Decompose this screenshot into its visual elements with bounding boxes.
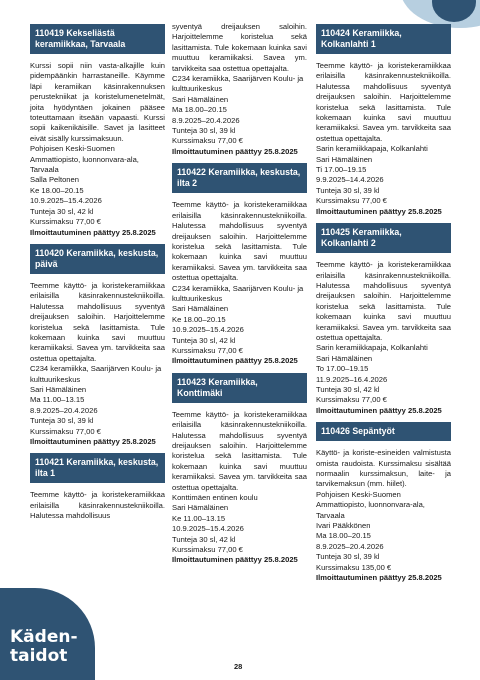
course-teacher: Sari Hämäläinen xyxy=(172,503,229,513)
course-hours: Tunteja 30 sl, 42 kl xyxy=(172,534,236,544)
course-hours: Tunteja 30 sl, 42 kl xyxy=(30,206,94,216)
course-dates: 10.9.2025–15.4.2026 xyxy=(172,524,244,534)
course-deadline: Ilmoittautuminen päättyy 25.8.2025 xyxy=(30,437,156,446)
course-deadline: Ilmoittautuminen päättyy 25.8.2025 xyxy=(172,146,298,156)
course-time: Ti 17.00–19.15 xyxy=(316,165,367,175)
course-description: Teemme käyttö- ja koristekeramiikkaa erilaisilla käsinrakennustekniikoilla. Halutessa mahdollisuus syventyä dreijauksen saloihin. Harjoittelemme koristelua sekä lasittamista. Tule kokemaan kuinka savi muuttuu keramiikaksi. Savea ym. tarvikkeita saa ostettua opettajalta. xyxy=(316,260,451,342)
course-hours: Tunteja 30 sl, 39 kl xyxy=(172,126,236,136)
course-fee: Kurssimaksu 77,00 € xyxy=(172,545,243,555)
course-dates: 10.9.2025–15.4.2026 xyxy=(30,196,102,206)
course-description: syventyä dreijauksen saloihin. Harjoittelemme koristelua sekä lasittamista. Tule kokemaan kuinka savi muuttuu keramiikaksi. Savea ym. tarvikkeita saa ostettua opettajalta. xyxy=(172,22,307,73)
course-deadline: Ilmoittautuminen päättyy 25.8.2025 xyxy=(30,227,156,237)
course-teacher: Ivari Pääkkönen xyxy=(316,521,371,531)
course-deadline: Ilmoittautuminen päättyy 25.8.2025 xyxy=(172,356,298,366)
course-place: Sarin keramiikkapaja, Kolkanlahti xyxy=(316,343,428,353)
course-description: Käyttö- ja koriste-esineiden valmistusta omista raudoista. Kurssimaksu sisältää normaalin kurssimaksun, laite- ja tarvikemaksun (mm. hiilet). xyxy=(316,448,451,489)
course-fee: Kurssimaksu 135,00 € xyxy=(316,562,392,572)
course-title: 110422 Keramiikka, keskusta, ilta 2 xyxy=(172,163,307,193)
course-title: 110423 Keramiikka, Konttimäki xyxy=(172,373,307,403)
course-place: C234 keramiikka, Saarijärven Koulu- ja kulttuurikeskus xyxy=(172,74,304,94)
course-title: 110425 Keramiikka, Kolkanlahti 2 xyxy=(316,223,451,253)
course-title: 110420 Keramiikka, keskusta, päivä xyxy=(30,244,165,274)
course-title: 110419 Kekseliästä keramiikkaa, Tarvaala xyxy=(30,24,165,54)
course-place: Konttimäen entinen koulu xyxy=(172,493,258,503)
course-fee: Kurssimaksu 77,00 € xyxy=(30,217,101,227)
course-hours: Tunteja 30 sl, 39 kl xyxy=(316,185,380,195)
course-hours: Tunteja 30 sl, 39 kl xyxy=(316,552,380,562)
course-110419 xyxy=(30,24,165,238)
course-title: 110421 Keramiikka, keskusta, ilta 1 xyxy=(30,453,165,483)
course-time: Ke 18.00–20.15 xyxy=(30,185,84,195)
course-hours: Tunteja 30 sl, 42 kl xyxy=(316,384,380,394)
course-dates: 9.9.2025–14.4.2026 xyxy=(316,175,384,185)
course-hours: Tunteja 30 sl, 39 kl xyxy=(30,416,94,426)
course-110420 xyxy=(30,244,165,448)
course-place: C234 keramiikka, Saarijärven Koulu- ja kulttuurikeskus xyxy=(172,283,304,303)
course-place: C234 keramiikka, Saarijärven Koulu- ja kulttuurikeskus xyxy=(30,364,162,384)
course-teacher: Sari Hämäläinen xyxy=(30,384,87,394)
course-dates: 10.9.2025–15.4.2026 xyxy=(172,325,244,335)
course-description: Teemme käyttö- ja koristekeramiikkaa erilaisilla käsinrakennustekniikoilla. Halutessa mahdollisuus syventyä dreijauksen saloihin. Harjoittelemme koristelua sekä lasittamista. Tule kokemaan kuinka savi muuttuu keramiikaksi. Savea ym. tarvikkeita saa ostettua opettajalta. xyxy=(316,61,451,143)
course-fee: Kurssimaksu 77,00 € xyxy=(30,426,101,436)
course-title: 110424 Keramiikka, Kolkanlahti 1 xyxy=(316,24,451,54)
course-110426 xyxy=(316,422,451,583)
course-dates: 8.9.2025–20.4.2026 xyxy=(316,541,384,551)
course-dates: 8.9.2025–20.4.2026 xyxy=(30,405,98,415)
course-110422 xyxy=(172,163,307,367)
column-1 xyxy=(30,24,165,528)
course-time: To 17.00–19.15 xyxy=(316,364,369,374)
page-number: 28 xyxy=(234,662,243,671)
column-2 xyxy=(172,22,307,572)
course-time: Ma 11.00–13.15 xyxy=(30,395,85,405)
course-110423 xyxy=(172,373,307,566)
course-place: Pohjoisen Keski-Suomen Ammattiopisto, luonnonvara-ala, Tarvaala xyxy=(316,489,425,520)
course-hours: Tunteja 30 sl, 42 kl xyxy=(172,335,236,345)
course-110424 xyxy=(316,24,451,217)
course-110421 xyxy=(30,453,165,521)
column-3 xyxy=(316,24,451,589)
course-deadline: Ilmoittautuminen päättyy 25.8.2025 xyxy=(316,573,442,583)
course-place: Sarin keramiikkapaja, Kolkanlahti xyxy=(316,144,428,154)
course-teacher: Salla Peltonen xyxy=(30,175,79,185)
course-time: Ma 18.00–20.15 xyxy=(316,531,371,541)
course-110425 xyxy=(316,223,451,416)
course-teacher: Sari Hämäläinen xyxy=(172,304,229,314)
course-description: Teemme käyttö- ja koristekeramiikkaa erilaisilla käsinrakennustekniikoilla. Halutessa mahdollisuus xyxy=(30,490,165,521)
course-description: Teemme käyttö- ja koristekeramiikkaa erilaisilla käsinrakennustekniikoilla. Halutessa mahdollisuus syventyä dreijauksen saloihin. Harjoittelemme koristelua sekä lasittamista. Tule kokemaan kuinka savi muuttuu keramiikaksi. Savea ym. tarvikkeita saa ostettua opettajalta. xyxy=(172,200,307,283)
course-description: Kurssi sopii niin vasta-alkajille kuin pidempäänkin harrastaneille. Käymme läpi keramiikan käsinrakennuksen perustekniikat ja koristelumenetelmät, joita hyödyntäen jokainen pääsee toteuttamaan itseään vapaasti. Kurssi sopii kaikenikäisille. Savet ja lasitteet eivät sisälly kurssimaksuun. xyxy=(30,61,165,143)
course-time: Ke 18.00–20.15 xyxy=(172,314,226,324)
course-description: Teemme käyttö- ja koristekeramiikkaa erilaisilla käsinrakennustekniikoilla. Halutessa mahdollisuus syventyä dreijauksen saloihin. Harjoittelemme koristelua sekä lasittamista. Tule kokemaan kuinka savi muuttuu keramiikaksi. Savea ym. tarvikkeita saa ostettua opettajalta. xyxy=(30,280,165,363)
course-place: Pohjoisen Keski-Suomen Ammattiopisto, luonnonvara-ala, Tarvaala xyxy=(30,144,139,175)
section-title: Käden-taidot xyxy=(10,627,78,666)
course-title: 110426 Sepäntyöt xyxy=(316,422,451,441)
course-deadline: Ilmoittautuminen päättyy 25.8.2025 xyxy=(316,405,442,415)
course-fee: Kurssimaksu 77,00 € xyxy=(172,136,243,146)
course-dates: 8.9.2025–20.4.2026 xyxy=(172,115,240,125)
course-fee: Kurssimaksu 77,00 € xyxy=(316,196,387,206)
course-time: Ma 18.00–20.15 xyxy=(172,105,227,115)
course-teacher: Sari Hämäläinen xyxy=(172,94,229,104)
course-teacher: Sari Hämäläinen xyxy=(316,353,373,363)
course-fee: Kurssimaksu 77,00 € xyxy=(316,395,387,405)
course-110421-continued xyxy=(172,22,307,157)
course-deadline: Ilmoittautuminen päättyy 25.8.2025 xyxy=(316,206,442,216)
course-teacher: Sari Hämäläinen xyxy=(316,154,373,164)
course-description: Teemme käyttö- ja koristekeramiikkaa erilaisilla käsinrakennustekniikoilla. Halutessa mahdollisuus syventyä dreijauksen saloihin. Harjoittelemme koristelua sekä lasittamista. Tule kokemaan kuinka savi muuttuu keramiikaksi. Savea ym. tarvikkeita saa ostettua opettajalta. xyxy=(172,409,307,492)
course-deadline: Ilmoittautuminen päättyy 25.8.2025 xyxy=(172,555,298,565)
course-time: Ke 11.00–13.15 xyxy=(172,513,226,523)
course-fee: Kurssimaksu 77,00 € xyxy=(172,345,243,355)
course-dates: 11.9.2025–16.4.2026 xyxy=(316,374,388,384)
